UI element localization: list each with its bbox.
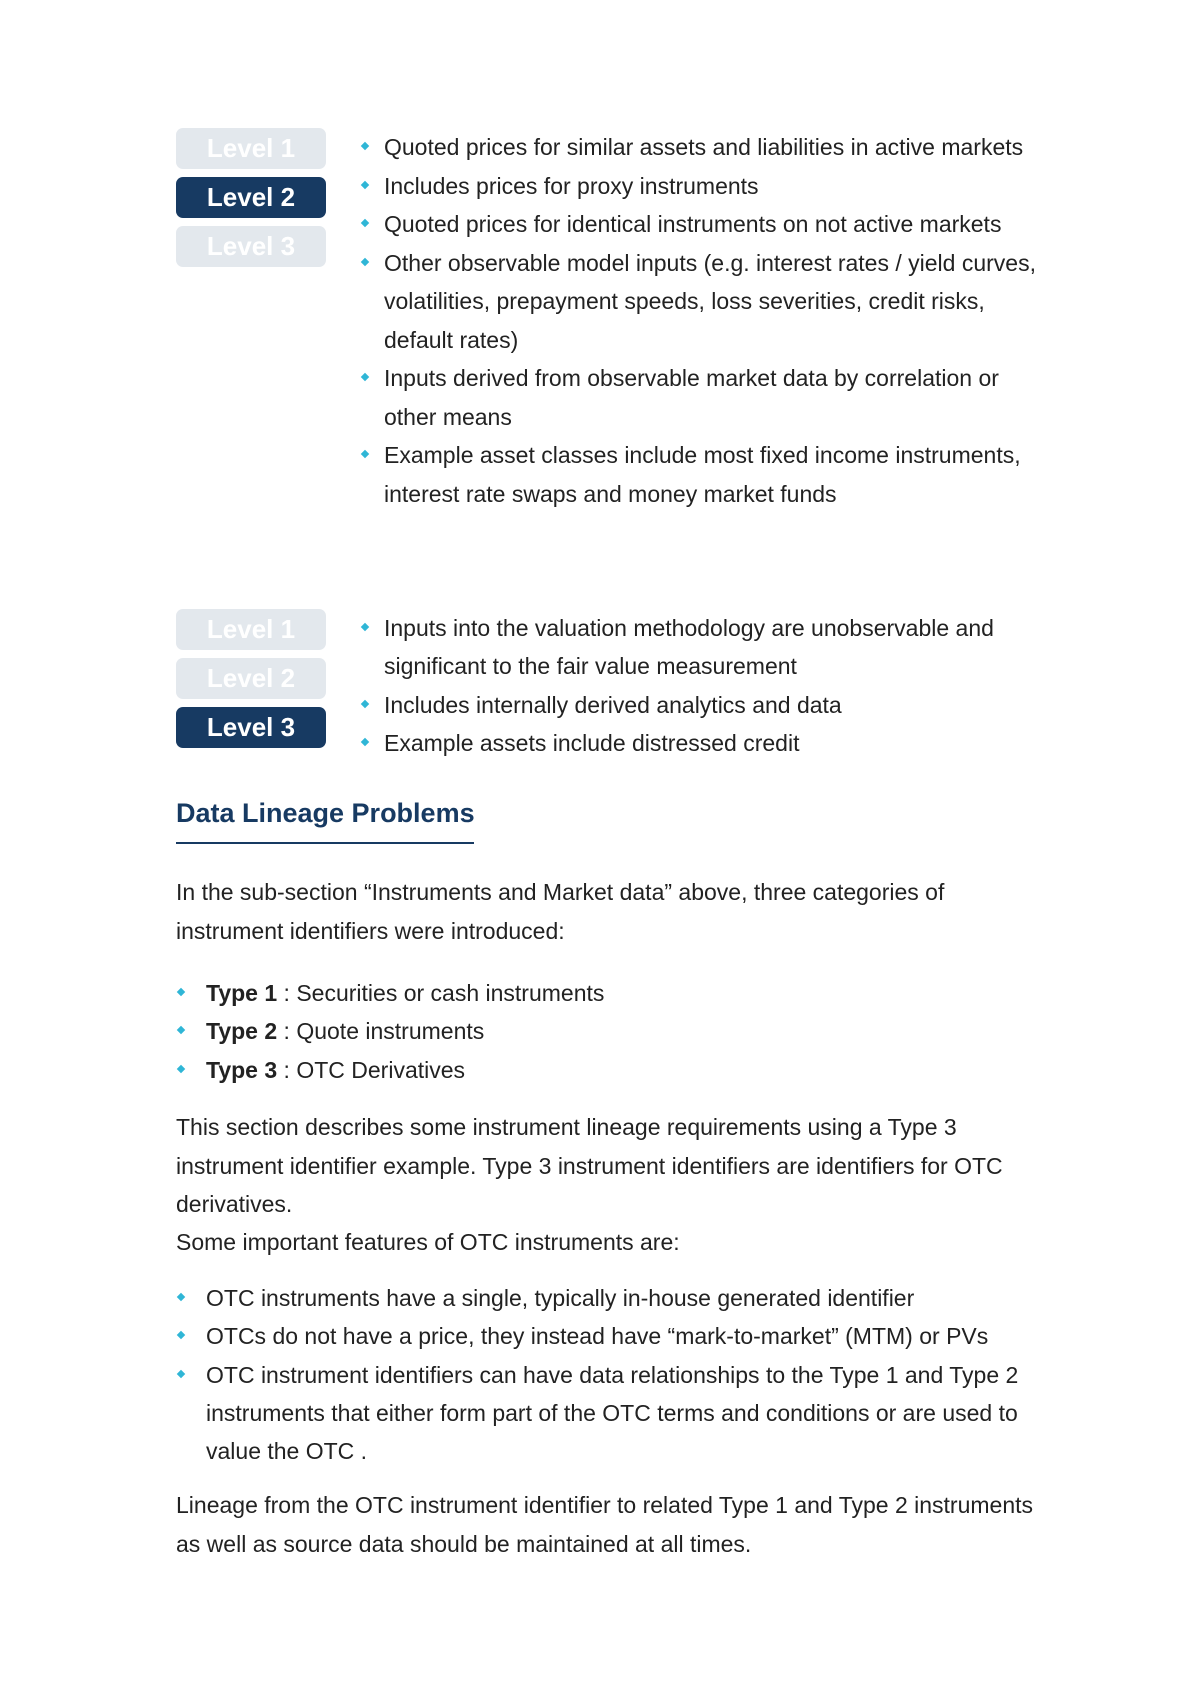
intro-paragraph: In the sub-section “Instruments and Market data” above, three categories of instrument identifiers were introduced: <box>176 879 945 944</box>
level-2-badge: Level 2 <box>176 658 326 699</box>
type-description: Quote instruments <box>296 1018 485 1045</box>
type-name: Type 1 <box>206 980 278 1006</box>
level3-bullet-list <box>360 609 1036 762</box>
list-item: Includes internally derived analytics and data <box>360 686 1036 724</box>
type-list <box>176 974 1056 1089</box>
level-1-badge: Level 1 <box>176 609 326 650</box>
type-name: Type 2 <box>206 1018 278 1045</box>
level-2-badge: Level 2 <box>176 177 326 218</box>
section-title: Data Lineage Problems <box>176 798 475 828</box>
list-item: OTC instrument identifiers can have data relationships to the Type 1 and Type 2 instruments that either form part of the OTC terms and conditions or are used to value the OTC . <box>176 1356 1056 1471</box>
list-item: Quoted prices for identical instruments on not active markets <box>360 205 1036 244</box>
type-name: Type 3 <box>206 1056 278 1083</box>
list-item: Example asset classes include most fixed income instruments, interest rate swaps and money market funds <box>360 436 1036 513</box>
features-intro: Some important features of OTC instruments are: <box>176 1229 680 1255</box>
title-underline <box>176 842 474 844</box>
level-badges <box>176 609 326 756</box>
level3-block <box>176 609 1036 762</box>
list-item: Includes prices for proxy instruments <box>360 167 1036 206</box>
list-item <box>176 1012 1056 1050</box>
level-3-badge: Level 3 <box>176 226 326 267</box>
level-badges <box>176 128 326 275</box>
list-item: Inputs into the valuation methodology are unobservable and significant to the fair value measurement <box>360 609 1036 686</box>
list-item: Other observable model inputs (e.g. interest rates / yield curves, volatilities, prepayment speeds, loss severities, credit risks, default rates) <box>360 244 1036 360</box>
list-item: Example assets include distressed credit <box>360 724 1036 762</box>
list-item: Quoted prices for similar assets and liabilities in active markets <box>360 128 1036 167</box>
list-item: OTC instruments have a single, typically in-house generated identifier <box>176 1279 1056 1317</box>
list-item <box>176 974 1056 1012</box>
type-separator: : <box>277 980 297 1006</box>
lineage-paragraph: This section describes some instrument lineage requirements using a Type 3 instrument identifier example. Type 3 instrument identifiers are identifiers for OTC derivatives. <box>176 1114 1003 1217</box>
level2-bullet-list <box>360 128 1036 513</box>
level-3-badge: Level 3 <box>176 707 326 748</box>
type-description: OTC Derivatives <box>296 1056 466 1083</box>
closing-paragraph: Lineage from the OTC instrument identifier to related Type 1 and Type 2 instruments as well as source data should be maintained at all times. <box>176 1492 1033 1557</box>
type-separator: : <box>277 1018 297 1045</box>
list-item: OTCs do not have a price, they instead have “mark-to-market” (MTM) or PVs <box>176 1317 1056 1355</box>
list-item <box>176 1051 1056 1089</box>
features-list <box>176 1279 1056 1470</box>
list-item: Inputs derived from observable market data by correlation or other means <box>360 359 1036 436</box>
level-1-badge: Level 1 <box>176 128 326 169</box>
type-description: Securities or cash instruments <box>296 980 605 1006</box>
level2-block <box>176 128 1036 513</box>
type-separator: : <box>277 1056 297 1083</box>
